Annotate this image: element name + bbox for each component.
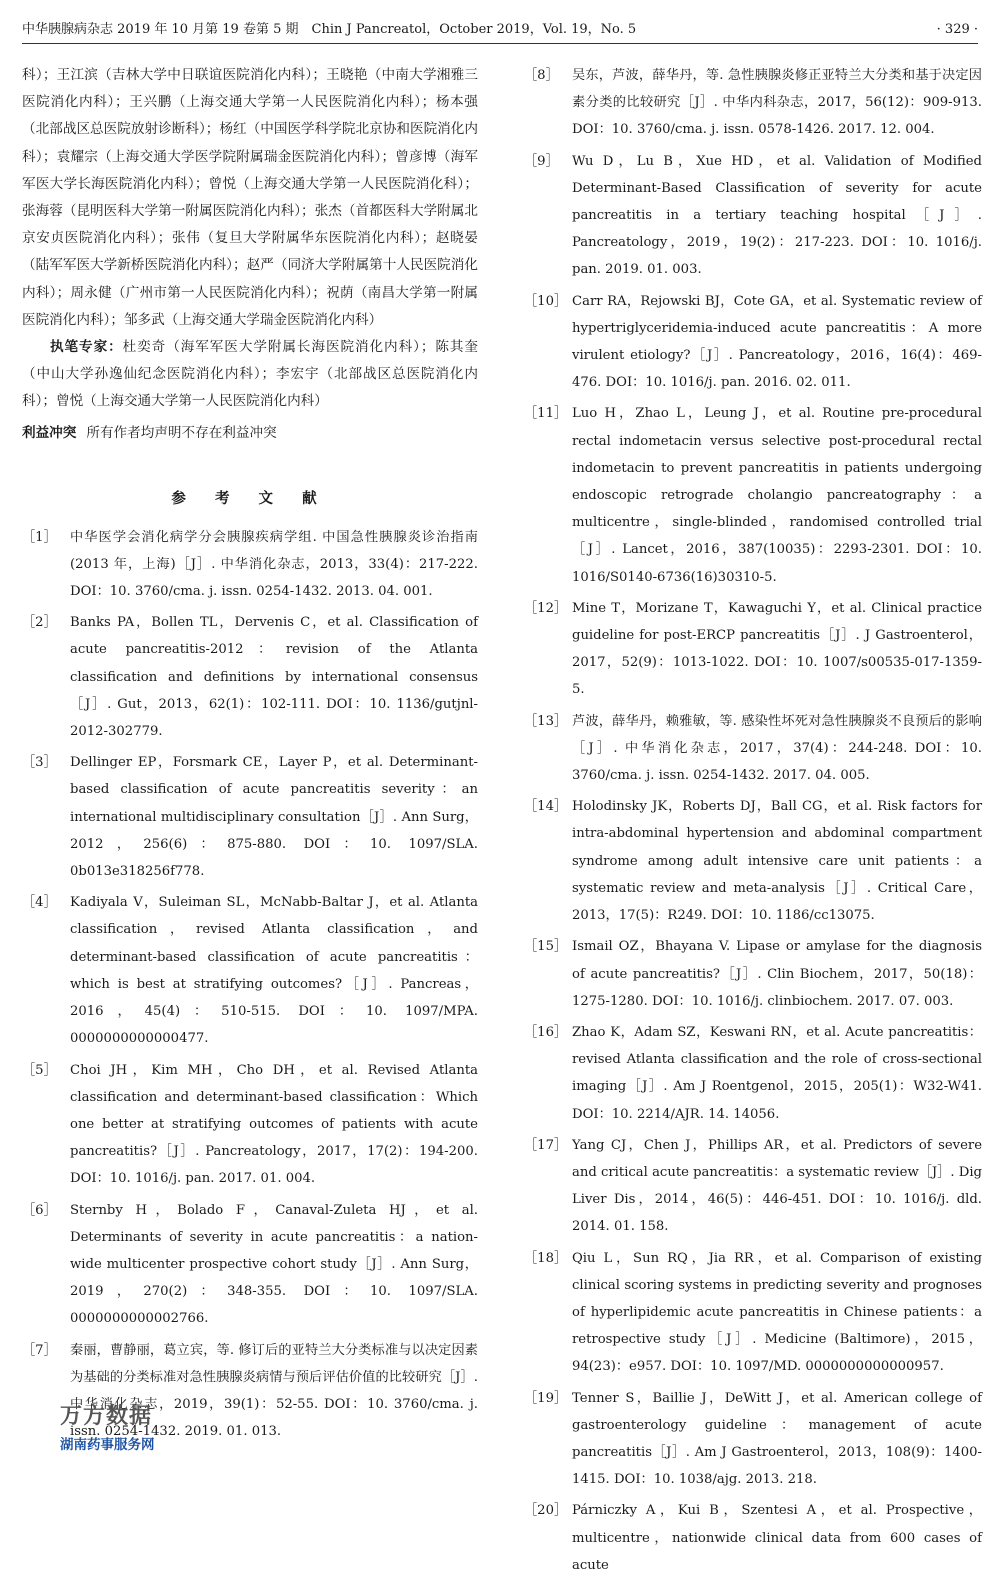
reference-text: 吴东，芦波，薛华丹，等. 急性胰腺炎修正亚特兰大分类和基于决定因素分类的比较研究［J］. 中华内科杂志，2017，56(12)：909-913. DOI：10. 3760/cma. j. issn. 0578-1426. 2017. 12. 004. [572, 68, 982, 138]
writers-label: 执笔专家： [50, 339, 123, 356]
reference-text: Yang CJ，Chen J，Phillips AR，et al. Predictors of severe and critical acute pancreatitis：a systematic review［J］. Dig Liver Dis，2014，46(5)：446-451. DOI：10. 1016/j. dld. 2014. 01. 158. [572, 1137, 983, 1235]
reference-text: 秦丽，曹静丽，葛立宾，等. 修订后的亚特兰大分类标准与以决定因素为基础的分类标准对急性胰腺炎病情与预后评估价值的比较研究［J］. 中华消化杂志，2019，39(1)：52-55. DOI：10. 3760/cma. j. issn. 0254-1432. 2019. 01. 013. [70, 1342, 478, 1440]
reference-text: Dellinger EP，Forsmark CE，Layer P，et al. Determinant-based classification of acute pancreatitis severity：an international multidisciplinary consultation［J］. Ann Surg，2012，256(6)：875-880. DOI：10. 1097/SLA. 0b013e318256f778. [70, 755, 478, 880]
reference-item [22, 524, 478, 606]
reference-text: Zhao K，Adam SZ，Keswani RN，et al. Acute pancreatitis：revised Atlanta classification and the role of cross-sectional imaging［J］. Am J Roentgenol，2015，205(1)：W32-W41. DOI：10. 2214/AJR. 14. 14056. [572, 1024, 982, 1122]
reference-number: ［15］ [524, 939, 568, 955]
reference-item [524, 933, 982, 1015]
reference-number: ［13］ [524, 713, 568, 729]
writers-paragraph [22, 334, 478, 416]
reference-number: ［17］ [524, 1137, 568, 1153]
reference-text: 中华医学会消化病学分会胰腺疾病学组. 中国急性胰腺炎诊治指南(2013 年，上海)［J］. 中华消化杂志，2013，33(4)：217-222. DOI：10. 3760/cma. j. issn. 0254-1432. 2013. 04. 001. [70, 529, 478, 600]
reference-number: ［20］ [524, 1503, 568, 1519]
reference-item [524, 1245, 982, 1381]
reference-number: ［9］ [524, 153, 559, 169]
reference-text: 芦波，薛华丹，赖雅敏，等. 感染性坏死对急性胰腺炎不良预后的影响［J］. 中华消化杂志，2017，37(4)：244-248. DOI：10. 3760/cma. j. issn. 0254-1432. 2017. 04. 005. [572, 713, 982, 784]
reference-number: ［7］ [22, 1342, 57, 1358]
reference-item [22, 609, 478, 745]
reference-number: ［5］ [22, 1062, 57, 1078]
reference-number: ［11］ [524, 406, 568, 422]
writers-text: 杜奕奇（海军军医大学附属长海医院消化内科）；陈其奎（中山大学孙逸仙纪念医院消化内科）；李宏宇（北部战区总医院消化内科）；曾悦（上海交通大学第一人民医院消化内科） [22, 339, 478, 410]
reference-item [524, 62, 982, 144]
reference-item [524, 148, 982, 284]
reference-text: Tenner S，Baillie J，DeWitt J，et al. American college of gastroenterology guideline：management of acute pancreatitis［J］. Am J Gastroenterol，2013，108(9)：1400-1415. DOI：10. 1038/ajg. 2013. 218. [572, 1390, 982, 1488]
references-heading: 参 考 文 献 [171, 489, 329, 507]
reference-text: Wu D，Lu B，Xue HD，et al. Validation of Modified Determinant-Based Classification of severity for acute pancreatitis in a tertiary teaching hospital［J］. Pancreatology，2019，19(2)：217-223. DOI：10. 1016/j. pan. 2019. 01. 003. [572, 153, 982, 278]
watermark-subtext: 湖南药事服务网 [60, 1437, 155, 1453]
wanfang-logo-text: 万方数据 [60, 1404, 153, 1429]
reference-number: ［18］ [524, 1250, 568, 1266]
reference-item [524, 288, 982, 397]
reference-number: ［2］ [22, 615, 57, 631]
reference-item [524, 595, 982, 704]
reference-number: ［4］ [22, 895, 57, 911]
reference-item [22, 889, 478, 1052]
reference-text: Choi JH，Kim MH，Cho DH，et al. Revised Atlanta classification and determinant-based classification：Which one better at stratifying outcomes of patients with acute pancreatitis?［J］. Pancreatology，2017，17(2)：194-200. DOI：10. 1016/j. pan. 2017. 01. 004. [70, 1062, 478, 1187]
reference-number: ［8］ [524, 68, 559, 83]
reference-item [524, 708, 982, 790]
reference-text: Párniczky A，Kui B，Szentesi A，et al. Prospective，multicentre，nationwide clinical data from 600 cases of acute [572, 1503, 982, 1573]
reference-text: Qiu L，Sun RQ，Jia RR，et al. Comparison of existing clinical scoring systems in predicting severity and prognoses of hyperlipidemic acute pancreatitis in Chinese patients：a retrospective study［J］. Medicine (Baltimore)，2015，94(23)：e957. DOI：10. 1097/MD. 0000000000000957. [572, 1250, 982, 1375]
reference-item [524, 1132, 982, 1241]
coi-label: 利益冲突 [22, 424, 77, 441]
reference-text: Mine T，Morizane T，Kawaguchi Y，et al. Clinical practice guideline for post-ERCP pancreatitis［J］. J Gastroenterol，2017，52(9)：1013-1022. DOI：10. 1007/s00535-017-1359-5. [572, 600, 982, 698]
reference-text: Sternby H，Bolado F，Canaval-Zuleta HJ，et al. Determinants of severity in acute pancreatitis：a nation-wide multicenter prospective cohort study［J］. Ann Surg，2019，270(2)：348-355. DOI：10. 1097/SLA. 0000000000002766. [70, 1202, 478, 1327]
reference-item [22, 1057, 478, 1193]
reference-text: Luo H，Zhao L，Leung J，et al. Routine pre-procedural rectal indometacin versus selective post-procedural rectal indometacin to prevent pancreatitis in patients undergoing endoscopic retrograde cholangio pancreatography：a multicentre，single-blinded，randomised controlled trial［J］. Lancet，2016，387(10035)：2293-2301. DOI：10. 1016/S0140-6736(16)30310-5. [572, 406, 982, 585]
reference-number: ［6］ [22, 1202, 57, 1218]
reference-item [22, 1197, 478, 1333]
journal-running-title: 中华胰腺病杂志 2019 年 10 月第 19 卷第 5 期 Chin J Pancreatol，October 2019，Vol. 19，No. 5 [22, 22, 637, 37]
reference-text: Banks PA，Bollen TL，Dervenis C，et al. Classification of acute pancreatitis-2012：revision of the Atlanta classification and definitions by international consensus［J］. Gut，2013，62(1)：102-111. DOI：10. 1136/gutjnl-2012-302779. [70, 615, 478, 740]
reference-text: Ismail OZ，Bhayana V. Lipase or amylase for the diagnosis of acute pancreatitis?［J］. Clin Biochem，2017，50(18)：1275-1280. DOI：10. 1016/j. clinbiochem. 2017. 07. 003. [572, 939, 982, 1009]
conflict-of-interest [22, 420, 478, 447]
running-header [22, 14, 978, 44]
reference-number: ［10］ [524, 293, 568, 309]
right-column [524, 62, 982, 1583]
reference-number: ［14］ [524, 799, 568, 815]
reference-number: ［19］ [524, 1390, 568, 1406]
coi-text: 所有作者均声明不存在利益冲突 [86, 424, 277, 441]
reference-item [524, 1385, 982, 1494]
reference-number: ［12］ [524, 600, 568, 616]
reference-text: Carr RA，Rejowski BJ，Cote GA，et al. Systematic review of hypertriglyceridemia-induced acute pancreatitis：A more virulent etiology?［J］. Pancreatology，2016，16(4)：469-476. DOI：10. 1016/j. pan. 2016. 02. 011. [572, 293, 982, 391]
reference-number: ［16］ [524, 1024, 568, 1040]
reference-item [524, 1497, 982, 1579]
page-number: · 329 · [936, 22, 978, 37]
watermark [60, 1404, 220, 1454]
contributors-paragraph: 科）；王江滨（吉林大学中日联谊医院消化内科）；王晓艳（中南大学湘雅三医院消化内科）；王兴鹏（上海交通大学第一人民医院消化内科）；杨本强（北部战区总医院放射诊断科）；杨红（中国医学科学院北京协和医院消化内科）；袁耀宗（上海交通大学医学院附属瑞金医院消化内科）；曾彦博（海军军医大学长海医院消化内科）；曾悦（上海交通大学第一人民医院消化科）；张海蓉（昆明医科大学第一附属医院消化内科）；张杰（首都医科大学附属北京安贞医院消化内科）；张伟（复旦大学附属华东医院消化内科）；赵晓晏（陆军军医大学新桥医院消化内科）；赵严（同济大学附属第十人民医院消化内科）；周永健（广州市第一人民医院消化内科）；祝荫（南昌大学第一附属医院消化内科）；邹多武（上海交通大学瑞金医院消化内科） [22, 67, 478, 328]
reference-text: Holodinsky JK，Roberts DJ，Ball CG，et al. Risk factors for intra-abdominal hypertension and abdominal compartment syndrome among adult intensive care unit patients：a systematic review and meta-analysis［J］. Critical Care，2013，17(5)：R249. DOI：10. 1186/cc13075. [572, 799, 982, 924]
reference-item [524, 400, 982, 590]
reference-number: ［1］ [22, 529, 57, 545]
reference-number: ［3］ [22, 755, 57, 771]
reference-text: Kadiyala V，Suleiman SL，McNabb-Baltar J，et al. Atlanta classification，revised Atlanta classification，and determinant-based classification of acute pancreatitis：which is best at stratifying outcomes?［J］. Pancreas，2016，45(4)：510-515. DOI：10. 1097/MPA. 0000000000000477. [70, 895, 478, 1047]
reference-item [524, 793, 982, 929]
reference-item [524, 1019, 982, 1128]
left-column [22, 62, 478, 1449]
reference-item [22, 749, 478, 885]
